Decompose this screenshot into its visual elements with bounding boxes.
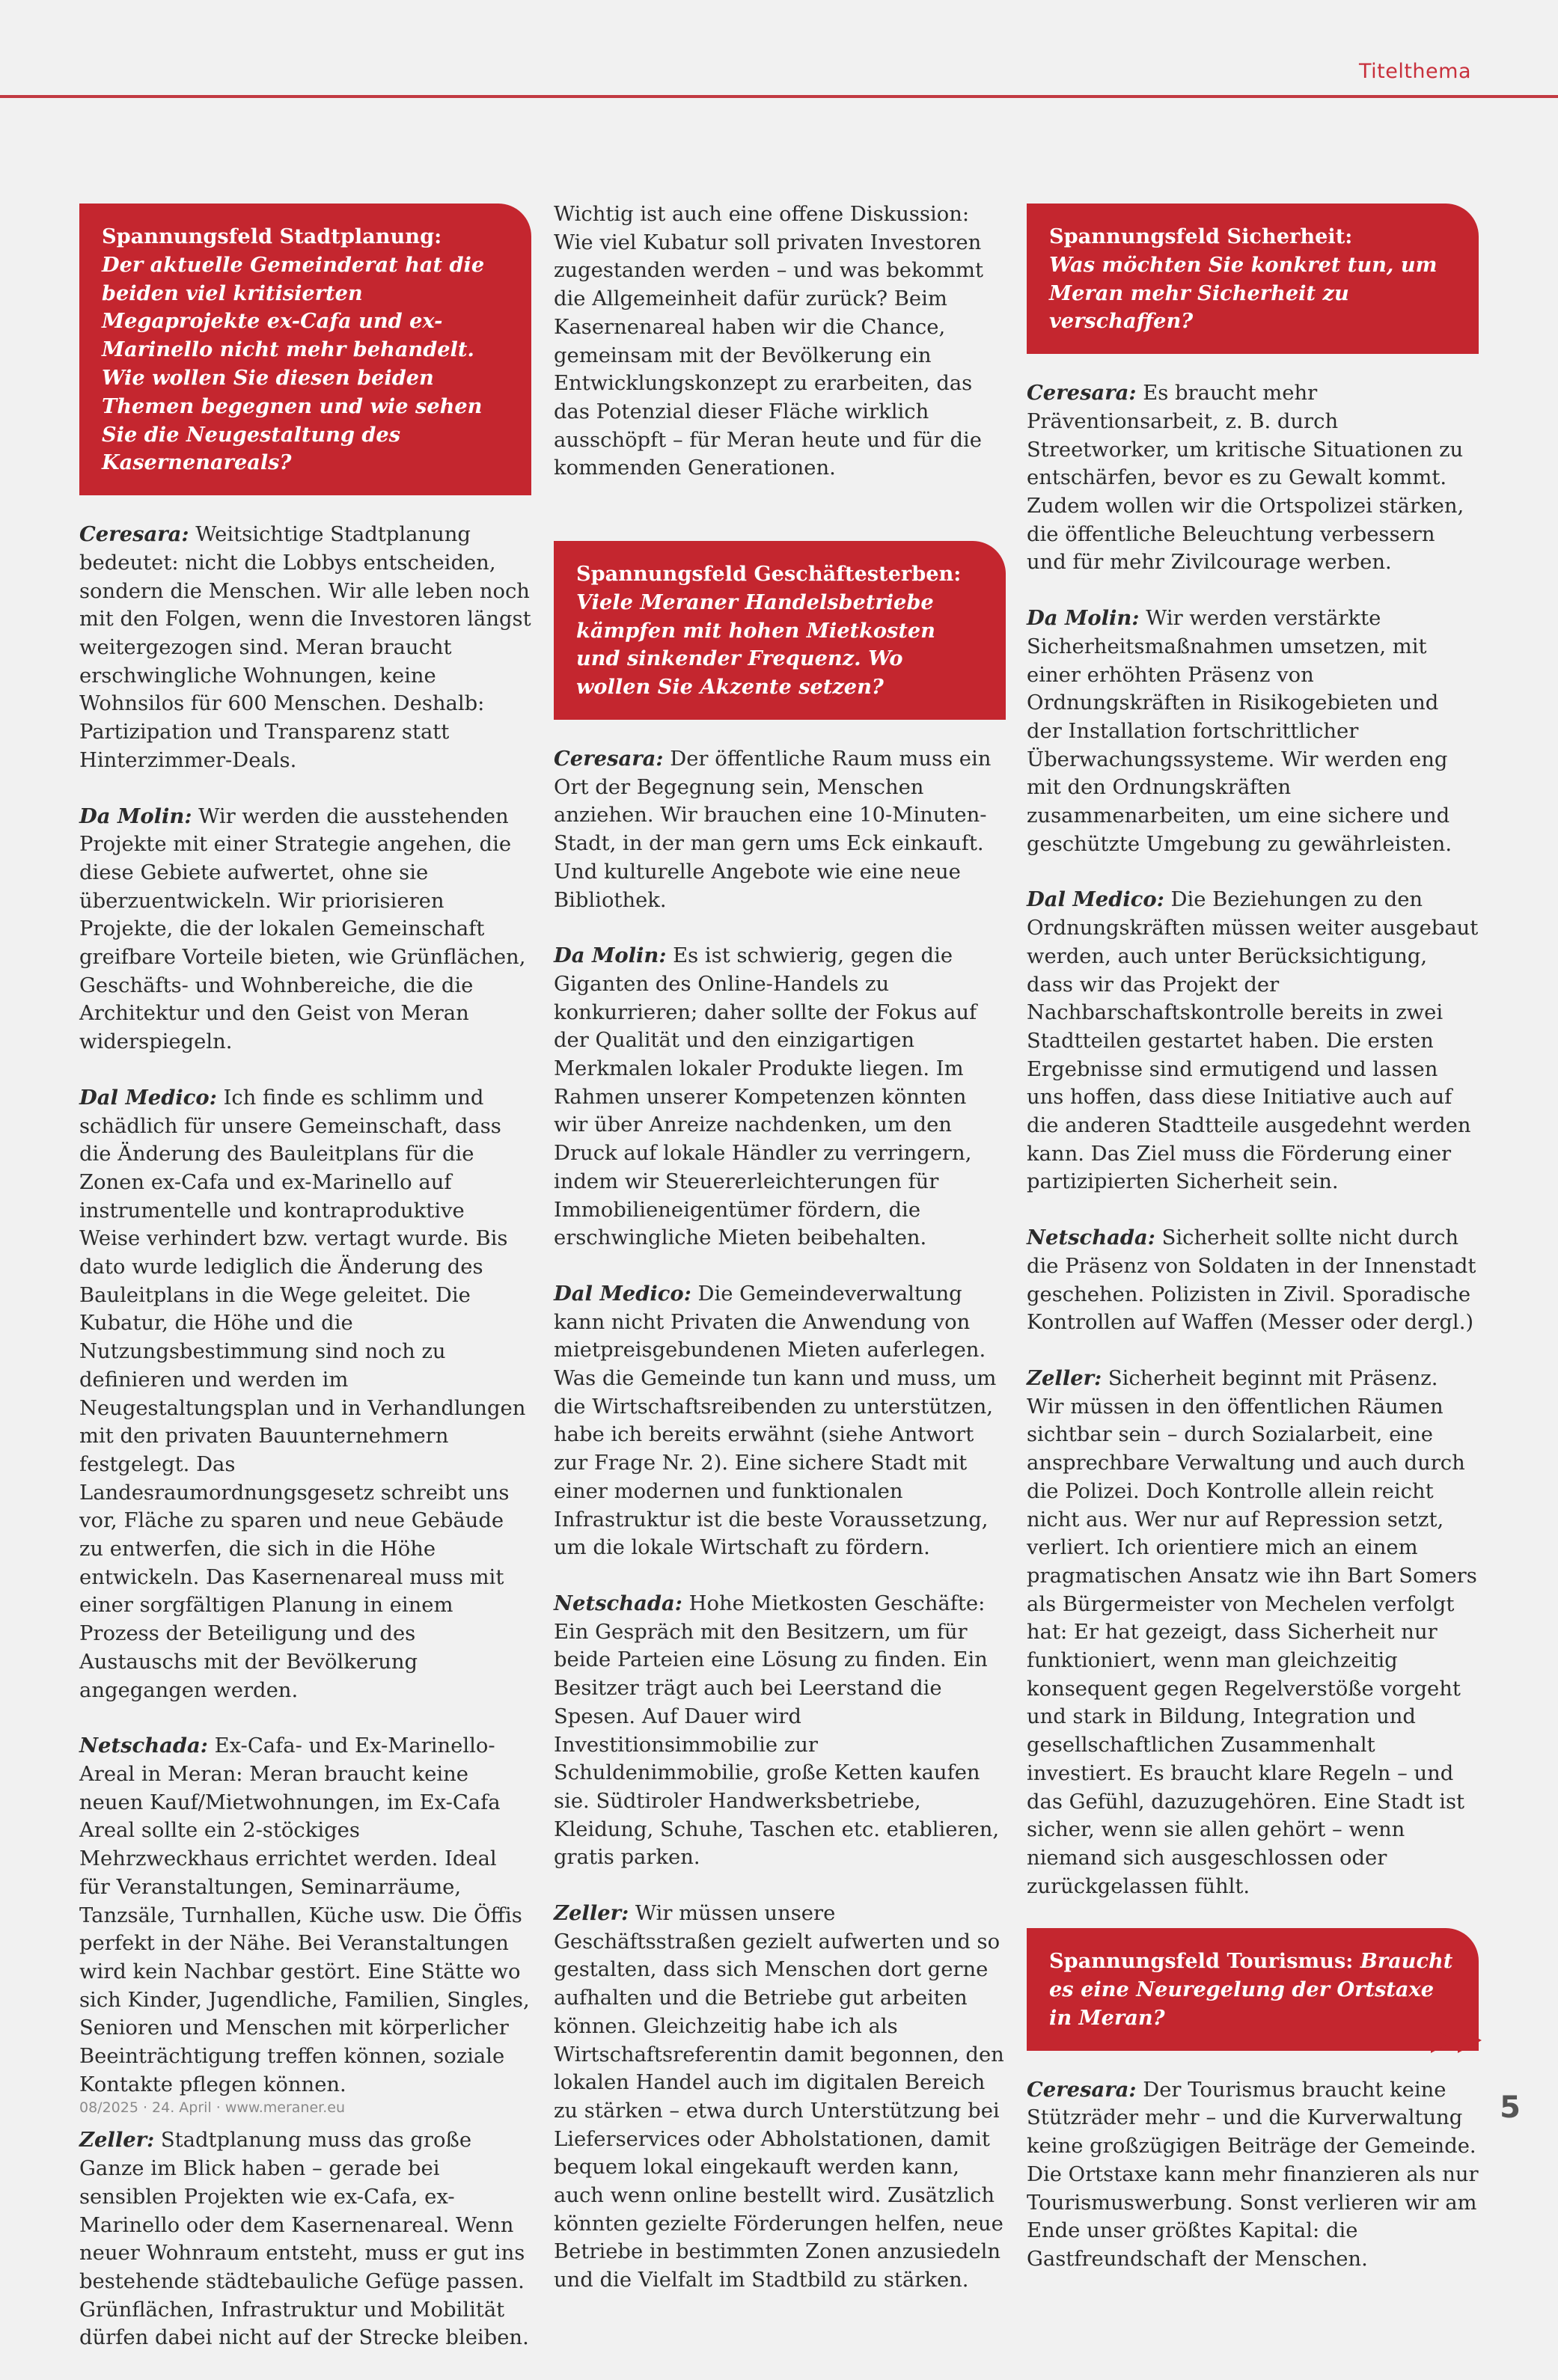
speaker-name: Da Molin: — [1027, 606, 1140, 631]
page-number: 5 — [1500, 2090, 1521, 2125]
answer-text: Wir müssen unsere Geschäftsstraßen gezielt aufwerten und so gestalten, dass sich Menschen dort gerne aufhalten und die Betriebe gut arbeiten können. Gleichzeitig habe ich als Wirtschaftsreferentin damit begonnen, den lokalen Handel auch im digitalen Bereich zu stärken – etwa durch Unterstützung bei Lieferservices oder Abholstationen, damit bequem lokal eingekauft werden kann, auch wenn online bestellt wird. Zusätzlich könnten gezielte Förderungen helfen, neue Betriebe in bestimmten Zonen anzusiedeln und die Vielfalt im Stadtbild zu stärken. — [554, 1902, 1004, 2292]
answer-paragraph — [1027, 379, 1479, 577]
answer-paragraph — [79, 521, 531, 774]
answer-text: Der Tourismus braucht keine Stützräder mehr – und die Kurverwaltung keine großzügigen Beiträge der Gemeinde. Die Ortstaxe kann mehr finanzieren als nur Tourismuswerbung. Sonst verlieren wir am Ende unser größtes Kapital: die Gastfreundschaft der Menschen. — [1027, 2078, 1479, 2271]
answer-paragraph-continued — [554, 201, 1006, 483]
answer-paragraph — [554, 1280, 1006, 1562]
answer-text: Stadtplanung muss das große Ganze im Blick haben – gerade bei sensiblen Projekten wie ex-Cafa, ex-Marinello oder dem Kasernenareal. Wenn neuer Wohnraum entsteht, muss er gut ins bestehende städtebauliche Gefüge passen. Grünflächen, Infrastruktur und Mobilität dürfen dabei nicht auf der Strecke bleiben. — [79, 2129, 529, 2350]
question-text: Der aktuelle Gemeinderat hat die beiden viel kritisierten Megaprojekte ex-Cafa und ex-Marinello nicht mehr behandelt. Wie wollen Sie diesen beiden Themen begegnen und wie sehen Sie die Neugestaltung des Kasernenareals? — [102, 252, 485, 475]
question-text: Viele Meraner Handelsbetriebe kämpfen mit hohen Mietkosten und sinkender Frequenz. Wo wollen Sie Akzente setzen? — [576, 590, 935, 700]
question-title: Spannungsfeld Tourismus: — [1049, 1949, 1354, 1974]
footer-issue-info: 08/2025 · 24. April · www.meraner.eu — [79, 2099, 345, 2116]
speaker-name: Da Molin: — [79, 804, 192, 828]
speaker-name: Dal Medico: — [554, 1281, 691, 1306]
answer-text: Hohe Mietkosten Geschäfte: Ein Gespräch mit den Besitzern, um für beide Parteien eine Lösung zu finden. Ein Besitzer trägt auch bei Leerstand die Spesen. Auf Dauer wird Investitionsimmobilie zur Schuldenimmobilie, große Ketten kaufen sie. Südtiroler Handwerksbetriebe, Kleidung, Schuhe, Taschen etc. etablieren, gratis parken. — [554, 1592, 1000, 1870]
column-2 — [554, 201, 1006, 2322]
answer-text: Der öffentliche Raum muss ein Ort der Begegnung sein, Menschen anziehen. Wir brauchen eine 10-Minuten-Stadt, in der man gern ums Eck einkauft. Und kulturelle Angebote wie eine neue Bibliothek. — [554, 747, 992, 912]
answer-paragraph — [1027, 605, 1479, 858]
answer-paragraph — [79, 1084, 531, 1704]
answer-text: Wir werden die ausstehenden Projekte mit einer Strategie angehen, die diese Gebiete aufwertet, ohne sie überzuentwickeln. Wir priorisieren Projekte, die der lokalen Gemeinschaft greifbare Vorteile bieten, wie Grünflächen, Geschäfts- und Wohnbereiche, die die Architektur und den Geist von Meran widerspiegeln. — [79, 804, 526, 1054]
answer-paragraph — [79, 803, 531, 1056]
speaker-name: Ceresara: — [554, 747, 664, 771]
column-1 — [79, 204, 531, 2380]
speaker-name: Zeller: — [1027, 1365, 1102, 1390]
answer-paragraph — [1027, 1365, 1479, 1900]
answer-paragraph — [554, 1590, 1006, 1872]
answer-text: Es ist schwierig, gegen die Giganten des Online-Handels zu konkurrieren; daher sollte der Fokus auf der Qualität und den einzigartigen Merkmalen lokaler Produkte liegen. Im Rahmen unserer Kompetenzen könnten wir über Anreize nachdenken, um den Druck auf lokale Händler zu verringern, indem wir Steuererleichterungen für Immobilieneigentümer fördern, die erschwingliche Mieten beibehalten. — [554, 944, 977, 1250]
question-box-tourismus — [1027, 1928, 1479, 2050]
column-3 — [1027, 204, 1479, 2301]
speaker-name: Ceresara: — [79, 522, 189, 547]
answer-paragraph — [554, 942, 1006, 1252]
question-title: Spannungsfeld Sicherheit: — [1049, 224, 1353, 248]
answer-text: Die Gemeindeverwaltung kann nicht Privaten die Anwendung von mietpreisgebundenen Mieten auferlegen. Was die Gemeinde tun kann und muss, um die Wirtschaftsreibenden zu unterstützen, habe ich bereits erwähnt (siehe Antwort zur Frage Nr. 2). Eine sichere Stadt mit einer modernen und funktionalen Infrastruktur ist die beste Voraussetzung, um die lokale Wirtschaft zu fördern. — [554, 1282, 997, 1560]
speaker-name: Dal Medico: — [79, 1085, 217, 1110]
answer-paragraph — [1027, 1224, 1479, 1337]
question-title: Spannungsfeld Geschäftesterben: — [576, 562, 962, 587]
speaker-name: Dal Medico: — [1027, 887, 1164, 912]
speaker-name: Ceresara: — [1027, 2077, 1137, 2102]
answer-paragraph — [1027, 886, 1479, 1196]
answer-text: Es braucht mehr Präventionsarbeit, z. B. durch Streetworker, um kritische Situationen zu entschärfen, bevor es zu Gewalt kommt. Zudem wollen wir die Ortspolizei stärken, die öffentliche Beleuchtung verbessern und für mehr Zivilcourage werben. — [1027, 382, 1464, 575]
answer-text: Sicherheit sollte nicht durch die Präsenz von Soldaten in der Innenstadt geschehen. Polizisten in Zivil. Sporadische Kontrollen auf Waffen (Messer oder dergl.) — [1027, 1226, 1476, 1335]
answer-text: Weitsichtige Stadtplanung bedeutet: nicht die Lobbys entscheiden, sondern die Menschen. Wir alle leben noch mit den Folgen, wenn die Investoren längst weitergezogen sind. Meran braucht erschwingliche Wohnungen, keine Wohnsilos für 600 Menschen. Deshalb: Partizipation und Transparenz statt Hinterzimmer-Deals. — [79, 523, 531, 772]
double-arrow-right-icon — [1431, 2028, 1483, 2053]
speaker-name: Ceresara: — [1027, 381, 1137, 406]
speaker-name: Da Molin: — [554, 943, 667, 968]
question-box-geschaeftesterben — [554, 541, 1006, 720]
answer-text: Wir werden verstärkte Sicherheitsmaßnahmen umsetzen, mit einer erhöhten Präsenz von Ordnungskräften in Risikogebieten und der Installation fortschrittlicher Überwachungssysteme. Wir werden eng mit den Ordnungskräften zusammenarbeiten, um eine sichere und geschützte Umgebung zu gewährleisten. — [1027, 607, 1452, 856]
section-label: Titelthema — [1358, 60, 1471, 83]
speaker-name: Zeller: — [554, 1901, 629, 1926]
speaker-name: Zeller: — [79, 2128, 155, 2153]
speaker-name: Netschada: — [79, 1734, 208, 1758]
answer-text: Wichtig ist auch eine offene Diskussion: Wie viel Kubatur soll privaten Investoren zugestanden werden – und was bekommt die Allgemeinheit dafür zurück? Beim Kasernenareal haben wir die Chance, gemeinsam mit der Bevölkerung ein Entwicklungskonzept zu erarbeiten, das das Potenzial dieser Fläche wirklich ausschöpft – für Meran heute und für die kommenden Generationen. — [554, 203, 984, 480]
speaker-name: Netschada: — [554, 1591, 682, 1615]
answer-paragraph — [79, 2126, 531, 2352]
question-box-stadtplanung — [79, 204, 531, 495]
answer-text: Ex-Cafa- und Ex-Marinello-Areal in Meran: Meran braucht keine neuen Kauf/Mietwohnungen, im Ex-Cafa Areal sollte ein 2-stöckiges Mehrzweckhaus errichtet werden. Ideal für Veranstaltungen, Seminarräume, Tanzsäle, Turnhallen, Küche usw. Die Öffis perfekt in der Nähe. Bei Veranstaltungen wird kein Nachbar gestört. Eine Stätte wo sich Kinder, Jugendliche, Familien, Singles, Senioren und Menschen mit körperlicher Beeinträchtigung treffen können, soziale Kontakte pflegen können. — [79, 1734, 530, 2096]
answer-paragraph — [79, 1732, 531, 2099]
answer-text: Ich finde es schlimm und schädlich für unsere Gemeinschaft, dass die Änderung des Bauleitplans für die Zonen ex-Cafa und ex-Marinello auf instrumentelle und kontraproduktive Weise verhindert bzw. vertagt wurde. Bis dato wurde lediglich die Änderung des Bauleitplans in die Wege geleitet. Die Kubatur, die Höhe und die Nutzungsbestimmung sind noch zu definieren und werden im Neugestaltungsplan und in Verhandlungen mit den privaten Bauunternehmern festgelegt. Das Landesraumordnungsgesetz schreibt uns vor, Fläche zu sparen und neue Gebäude zu entwerfen, die sich in die Höhe entwickeln. Das Kasernenareal muss mit einer sorgfältigen Planung in einem Prozess der Beteiligung und des Austauschs mit der Bevölkerung angegangen werden. — [79, 1086, 526, 1702]
question-box-sicherheit — [1027, 204, 1479, 354]
header-rule — [0, 95, 1558, 98]
answer-text: Die Beziehungen zu den Ordnungskräften müssen weiter ausgebaut werden, auch unter Berücksichtigung, dass wir das Projekt der Nachbarschaftskontrolle bereits in zwei Stadtteilen gestartet haben. Die ersten Ergebnisse sind ermutigend und lassen uns hoffen, dass diese Initiative auch auf die anderen Stadtteile ausgedehnt werden kann. Das Ziel muss die Förderung einer partizipierten Sicherheit sein. — [1027, 888, 1479, 1194]
question-title: Spannungsfeld Stadtplanung: — [102, 224, 442, 248]
question-text: Was möchten Sie konkret tun, um Meran mehr Sicherheit zu verschaffen? — [1049, 252, 1438, 334]
answer-text: Sicherheit beginnt mit Präsenz. Wir müssen in den öffentlichen Räumen sichtbar sein – durch Sozialarbeit, eine ansprechbare Verwaltung und auch durch die Polizei. Doch Kontrolle allein reicht nicht aus. Wer nur auf Repression setzt, verliert. Ich orientiere mich an einem pragmatischen Ansatz wie ihn Bart Somers als Bürgermeister von Mechelen verfolgt hat: Er hat gezeigt, dass Sicherheit nur funktioniert, wenn man gleichzeitig konsequent gegen Regelverstöße vorgeht und stark in Bildung, Integration und gesellschaftlichen Zusammenhalt investiert. Es braucht klare Regeln – und das Gefühl, dazuzugehören. Eine Stadt ist sicher, wenn sie allen gehört – wenn niemand sich ausgeschlossen oder zurückgelassen fühlt. — [1027, 1366, 1477, 1898]
answer-paragraph — [554, 1900, 1006, 2295]
answer-paragraph — [554, 745, 1006, 914]
answer-paragraph — [1027, 2076, 1479, 2274]
question-text: Braucht es eine Neuregelung der Ortstaxe in Meran? — [1049, 1949, 1453, 2030]
speaker-name: Netschada: — [1027, 1226, 1155, 1250]
